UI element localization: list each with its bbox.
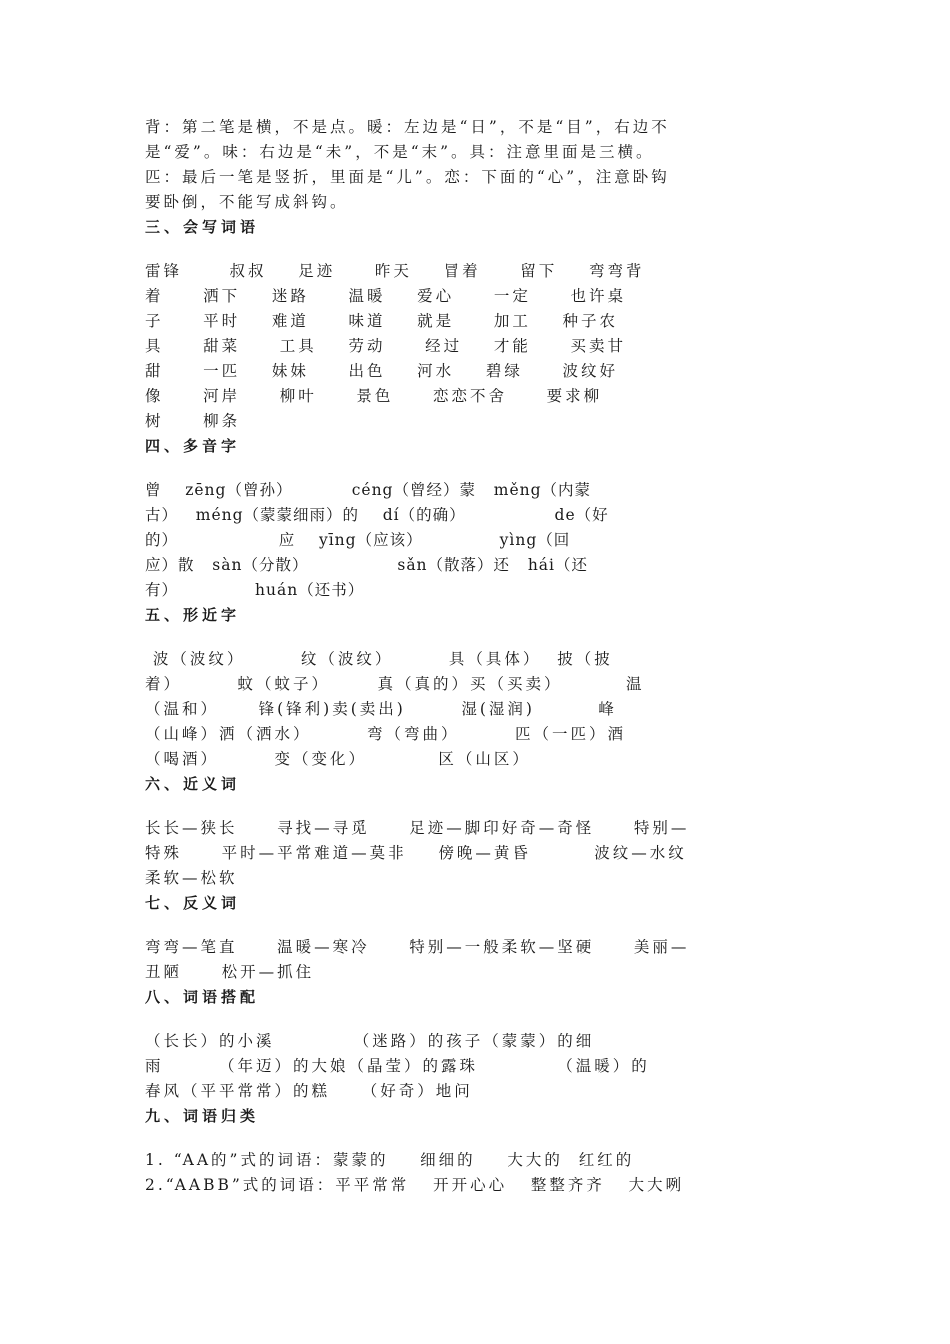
text-line: 着 洒下 迷路 温暖 爱心 一定 也许桌 bbox=[145, 287, 626, 305]
section-heading: 六、近义词 bbox=[145, 775, 241, 793]
text-line: 着） 蚊（蚊子） 真（真的）买（买卖） 温 bbox=[145, 675, 645, 693]
text-line: 丑陋 松开—抓住 bbox=[145, 963, 315, 981]
text-line: 的） 应 yīng（应该） yìng（回 bbox=[145, 531, 571, 549]
text-line: （山峰）洒（洒水） 弯（弯曲） 匹（一匹）酒 bbox=[145, 725, 626, 743]
text-line: 雷锋 叔叔 足迹 昨天 冒着 留下 弯弯背 bbox=[145, 262, 645, 280]
text-line: 树 柳条 bbox=[145, 412, 241, 430]
text-line: 特殊 平时—平常难道—莫非 傍晚—黄昏 波纹—水纹 bbox=[145, 844, 687, 862]
text-line: 具 甜菜 工具 劳动 经过 才能 买卖甘 bbox=[145, 337, 626, 355]
text-line: 长长—狭长 寻找—寻觅 足迹—脚印好奇—奇怪 特别— bbox=[145, 819, 690, 837]
text-line: 子 平时 难道 味道 就是 加工 种子农 bbox=[145, 312, 619, 330]
text-line: （长长）的小溪 （迷路）的孩子（蒙蒙）的细 bbox=[145, 1032, 595, 1050]
text-line: 甜 一匹 妹妹 出色 河水 碧绿 波纹好 bbox=[145, 362, 619, 380]
text-line: 应）散 sàn（分散） sǎn（散落）还 hái（还 bbox=[145, 556, 589, 574]
text-line: 有） huán（还书） bbox=[145, 581, 365, 599]
text-line: 古） méng（蒙蒙细雨）的 dí（的确） de（好 bbox=[145, 506, 609, 524]
text-line: 弯弯—笔直 温暖—寒冷 特别—一般柔软—坚硬 美丽— bbox=[145, 938, 690, 956]
text-line: 1. “AA的”式的词语：蒙蒙的 细细的 大大的 红红的 bbox=[145, 1151, 635, 1169]
text-line: （温和） 锋(锋利)卖(卖出) 湿(湿润) 峰 bbox=[145, 700, 617, 718]
text-line: 雨 （年迈）的大娘（晶莹）的露珠 （温暖）的 bbox=[145, 1057, 650, 1075]
intro-line: 要卧倒，不能写成斜钩。 bbox=[145, 193, 349, 211]
section-heading: 九、词语归类 bbox=[145, 1107, 260, 1125]
text-line: 2.“AABB”式的词语：平平常常 开开心心 整整齐齐 大大咧 bbox=[145, 1176, 685, 1194]
text-line: 波（波纹） 纹（波纹） 具（具体） 披（披 bbox=[145, 650, 613, 668]
section-heading: 七、反义词 bbox=[145, 894, 241, 912]
intro-line: 是“爱”。味：右边是“未”，不是“末”。具：注意里面是三横。 bbox=[145, 143, 655, 161]
section-heading: 八、词语搭配 bbox=[145, 988, 260, 1006]
section-heading: 四、多音字 bbox=[145, 437, 241, 455]
text-line: 像 河岸 柳叶 景色 恋恋不舍 要求柳 bbox=[145, 387, 603, 405]
intro-line: 匹：最后一笔是竖折，里面是“儿”。恋：下面的“心”，注意卧钩 bbox=[145, 168, 670, 186]
section-heading: 三、会写词语 bbox=[145, 218, 260, 236]
text-line: 春风（平平常常）的糕 （好奇）地问 bbox=[145, 1082, 473, 1100]
text-line: （喝酒） 变（变化） 区（山区） bbox=[145, 750, 531, 768]
text-line: 柔软—松软 bbox=[145, 869, 238, 887]
section-heading: 五、形近字 bbox=[145, 606, 241, 624]
text-line: 曾 zēng（曾孙） céng（曾经）蒙 měng（内蒙 bbox=[145, 481, 592, 499]
intro-line: 背：第二笔是横，不是点。暖：左边是“日”，不是“目”，右边不 bbox=[145, 118, 670, 136]
